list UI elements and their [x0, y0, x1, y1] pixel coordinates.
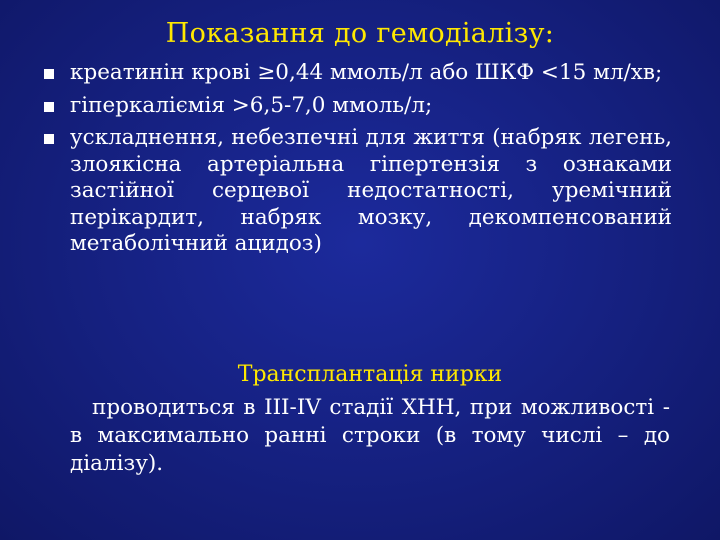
- list-item: [40, 60, 672, 87]
- slide-title: Показання до гемодіалізу:: [165, 18, 555, 49]
- list-item: [40, 125, 672, 258]
- transplant-text: проводиться в ІІІ-IV стадії ХНН, при можливості - в максимально ранні строки (в тому числі – до діалізу).: [70, 395, 670, 476]
- square-bullet-icon: [44, 69, 54, 79]
- square-bullet-icon: [44, 102, 54, 112]
- list-item: [40, 93, 672, 120]
- indications-list: [40, 60, 672, 258]
- transplant-paragraph: [70, 394, 670, 478]
- square-bullet-icon: [44, 134, 54, 144]
- list-item-text: ускладнення, небезпечні для життя (набряк легень, злоякісна артеріальна гіпертензія з ознаками застійної серцевої недостатності, уремічний перікардит, набряк мозку, декомпенсований метаболічний ацидоз): [70, 125, 672, 256]
- list-item-text: гіперкаліємія >6,5-7,0 ммоль/л;: [70, 92, 433, 118]
- transplant-heading: Трансплантація нирки: [237, 362, 503, 387]
- list-item-text: креатинін крові ≥0,44 ммоль/л або ШКФ <15 мл/хв;: [70, 60, 663, 85]
